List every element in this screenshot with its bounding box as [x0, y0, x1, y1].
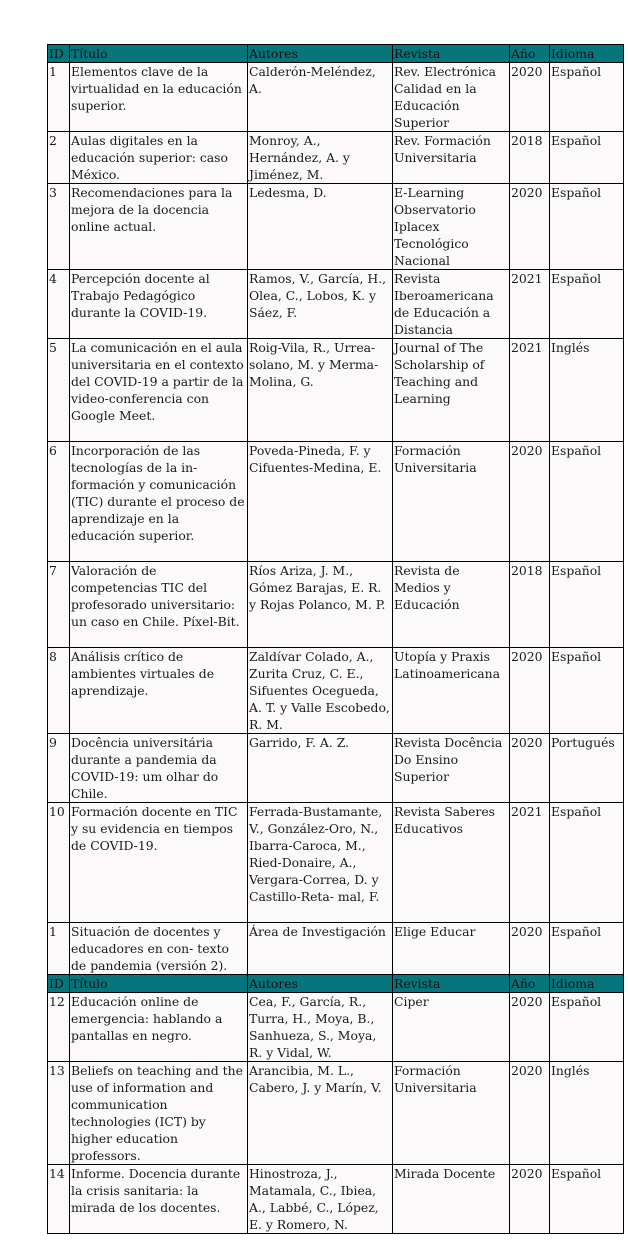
cell-revista: Mirada Docente	[393, 1165, 510, 1234]
table-row	[48, 442, 624, 562]
cell-autores: Arancibia, M. L., Cabero, J. y Marín, V.	[248, 1062, 393, 1165]
cell-titulo: Situación de docentes y educadores en con- texto de pandemia (versión 2).	[70, 923, 248, 975]
cell-revista: Journal of The Scholarship of Teaching and Learning	[393, 339, 510, 442]
cell-idioma: Español	[550, 923, 624, 975]
references-table	[47, 44, 624, 1234]
column-header-revista: Revista	[393, 45, 510, 63]
cell-idioma: Español	[550, 132, 624, 184]
cell-revista: Rev. Formación Universitaria	[393, 132, 510, 184]
table-row	[48, 734, 624, 803]
cell-autores: Monroy, A., Hernández, A. y Jiménez, M.	[248, 132, 393, 184]
cell-id: 13	[48, 1062, 70, 1165]
table-header-row	[48, 975, 624, 993]
cell-id: 8	[48, 648, 70, 734]
cell-autores: Cea, F., García, R., Turra, H., Moya, B., Sanhueza, S., Moya, R. y Vidal, W.	[248, 993, 393, 1062]
cell-anio: 2020	[510, 63, 550, 132]
cell-idioma: Español	[550, 442, 624, 562]
cell-autores: Garrido, F. A. Z.	[248, 734, 393, 803]
cell-idioma: Portugués	[550, 734, 624, 803]
table-row	[48, 923, 624, 975]
table-row	[48, 562, 624, 648]
column-header-anio: Año	[510, 45, 550, 63]
cell-anio: 2020	[510, 1165, 550, 1234]
cell-revista: Revista de Medios y Educación	[393, 562, 510, 648]
cell-anio: 2020	[510, 442, 550, 562]
cell-revista: Ciper	[393, 993, 510, 1062]
cell-anio: 2021	[510, 803, 550, 923]
cell-idioma: Inglés	[550, 1062, 624, 1165]
cell-anio: 2021	[510, 270, 550, 339]
cell-titulo: Formación docente en TIC y su evidencia en tiempos de COVID-19.	[70, 803, 248, 923]
cell-anio: 2020	[510, 184, 550, 270]
cell-titulo: Docência universitária durante a pandemia da COVID-19: um olhar do Chile.	[70, 734, 248, 803]
cell-anio: 2018	[510, 562, 550, 648]
cell-anio: 2020	[510, 734, 550, 803]
cell-id: 9	[48, 734, 70, 803]
cell-id: 14	[48, 1165, 70, 1234]
cell-idioma: Español	[550, 562, 624, 648]
cell-anio: 2020	[510, 993, 550, 1062]
cell-titulo: Aulas digitales en la educación superior: caso México.	[70, 132, 248, 184]
cell-autores: Área de Investigación	[248, 923, 393, 975]
cell-idioma: Español	[550, 1165, 624, 1234]
table-row	[48, 648, 624, 734]
cell-anio: 2020	[510, 648, 550, 734]
column-header-autores: Autores	[248, 45, 393, 63]
cell-revista: E-Learning Observatorio Iplacex Tecnológico Nacional	[393, 184, 510, 270]
column-header-revista: Revista	[393, 975, 510, 993]
column-header-id: ID	[48, 975, 70, 993]
cell-autores: Calderón-Meléndez, A.	[248, 63, 393, 132]
column-header-autores: Autores	[248, 975, 393, 993]
cell-titulo: La comunicación en el aula universitaria en el contexto del COVID-19 a partir de la video-conferencia con Google Meet.	[70, 339, 248, 442]
cell-revista: Revista Saberes Educativos	[393, 803, 510, 923]
table-row	[48, 63, 624, 132]
table-row	[48, 184, 624, 270]
column-header-anio: Año	[510, 975, 550, 993]
cell-id: 3	[48, 184, 70, 270]
table-header-row	[48, 45, 624, 63]
cell-idioma: Español	[550, 648, 624, 734]
cell-id: 7	[48, 562, 70, 648]
column-header-idioma: Idioma	[550, 45, 624, 63]
column-header-idioma: Idioma	[550, 975, 624, 993]
table-row	[48, 803, 624, 923]
cell-revista: Formación Universitaria	[393, 1062, 510, 1165]
table-row	[48, 993, 624, 1062]
table-row	[48, 1165, 624, 1234]
cell-autores: Hinostroza, J., Matamala, C., Ibiea, A., Labbé, C., López, E. y Romero, N.	[248, 1165, 393, 1234]
cell-titulo: Informe. Docencia durante la crisis sanitaria: la mirada de los docentes.	[70, 1165, 248, 1234]
table-row	[48, 270, 624, 339]
table-row	[48, 132, 624, 184]
column-header-titulo: Título	[70, 975, 248, 993]
cell-autores: Ramos, V., García, H., Olea, C., Lobos, K. y Sáez, F.	[248, 270, 393, 339]
cell-titulo: Análisis crítico de ambientes virtuales de aprendizaje.	[70, 648, 248, 734]
cell-titulo: Educación online de emergencia: hablando a pantallas en negro.	[70, 993, 248, 1062]
cell-revista: Revista Docência Do Ensino Superior	[393, 734, 510, 803]
table-row	[48, 339, 624, 442]
cell-autores: Roig-Vila, R., Urrea-solano, M. y Merma-Molina, G.	[248, 339, 393, 442]
cell-id: 10	[48, 803, 70, 923]
cell-anio: 2020	[510, 923, 550, 975]
cell-titulo: Elementos clave de la virtualidad en la educación superior.	[70, 63, 248, 132]
cell-anio: 2021	[510, 339, 550, 442]
cell-autores: Poveda-Pineda, F. y Cifuentes-Medina, E.	[248, 442, 393, 562]
cell-idioma: Español	[550, 270, 624, 339]
cell-revista: Elige Educar	[393, 923, 510, 975]
cell-anio: 2020	[510, 1062, 550, 1165]
cell-idioma: Español	[550, 63, 624, 132]
cell-revista: Revista Iberoamericana de Educación a Distancia	[393, 270, 510, 339]
column-header-titulo: Título	[70, 45, 248, 63]
table-body	[48, 45, 624, 1234]
cell-titulo: Valoración de competencias TIC del profesorado universitario: un caso en Chile. Píxel-Bit.	[70, 562, 248, 648]
cell-titulo: Recomendaciones para la mejora de la docencia online actual.	[70, 184, 248, 270]
cell-revista: Formación Universitaria	[393, 442, 510, 562]
cell-idioma: Español	[550, 803, 624, 923]
cell-anio: 2018	[510, 132, 550, 184]
cell-idioma: Español	[550, 184, 624, 270]
cell-autores: Ferrada-Bustamante, V., González-Oro, N., Ibarra-Caroca, M., Ried-Donaire, A., Vergara-Correa, D. y Castillo-Reta- mal, F.	[248, 803, 393, 923]
cell-titulo: Beliefs on teaching and the use of information and communication technologies (ICT) by higher education professors.	[70, 1062, 248, 1165]
cell-autores: Ríos Ariza, J. M., Gómez Barajas, E. R. y Rojas Polanco, M. P.	[248, 562, 393, 648]
cell-autores: Zaldívar Colado, A., Zurita Cruz, C. E., Sifuentes Ocegueda, A. T. y Valle Escobedo, R. M.	[248, 648, 393, 734]
cell-idioma: Español	[550, 993, 624, 1062]
table-row	[48, 1062, 624, 1165]
cell-titulo: Percepción docente al Trabajo Pedagógico durante la COVID-19.	[70, 270, 248, 339]
cell-id: 1	[48, 923, 70, 975]
cell-revista: Utopía y Praxis Latinoamericana	[393, 648, 510, 734]
cell-titulo: Incorporación de las tecnologías de la in- formación y comunicación (TIC) durante el proceso de aprendizaje en la educación superior.	[70, 442, 248, 562]
cell-revista: Rev. Electrónica Calidad en la Educación Superior	[393, 63, 510, 132]
cell-autores: Ledesma, D.	[248, 184, 393, 270]
cell-idioma: Inglés	[550, 339, 624, 442]
cell-id: 4	[48, 270, 70, 339]
cell-id: 5	[48, 339, 70, 442]
cell-id: 2	[48, 132, 70, 184]
cell-id: 6	[48, 442, 70, 562]
column-header-id: ID	[48, 45, 70, 63]
cell-id: 12	[48, 993, 70, 1062]
cell-id: 1	[48, 63, 70, 132]
